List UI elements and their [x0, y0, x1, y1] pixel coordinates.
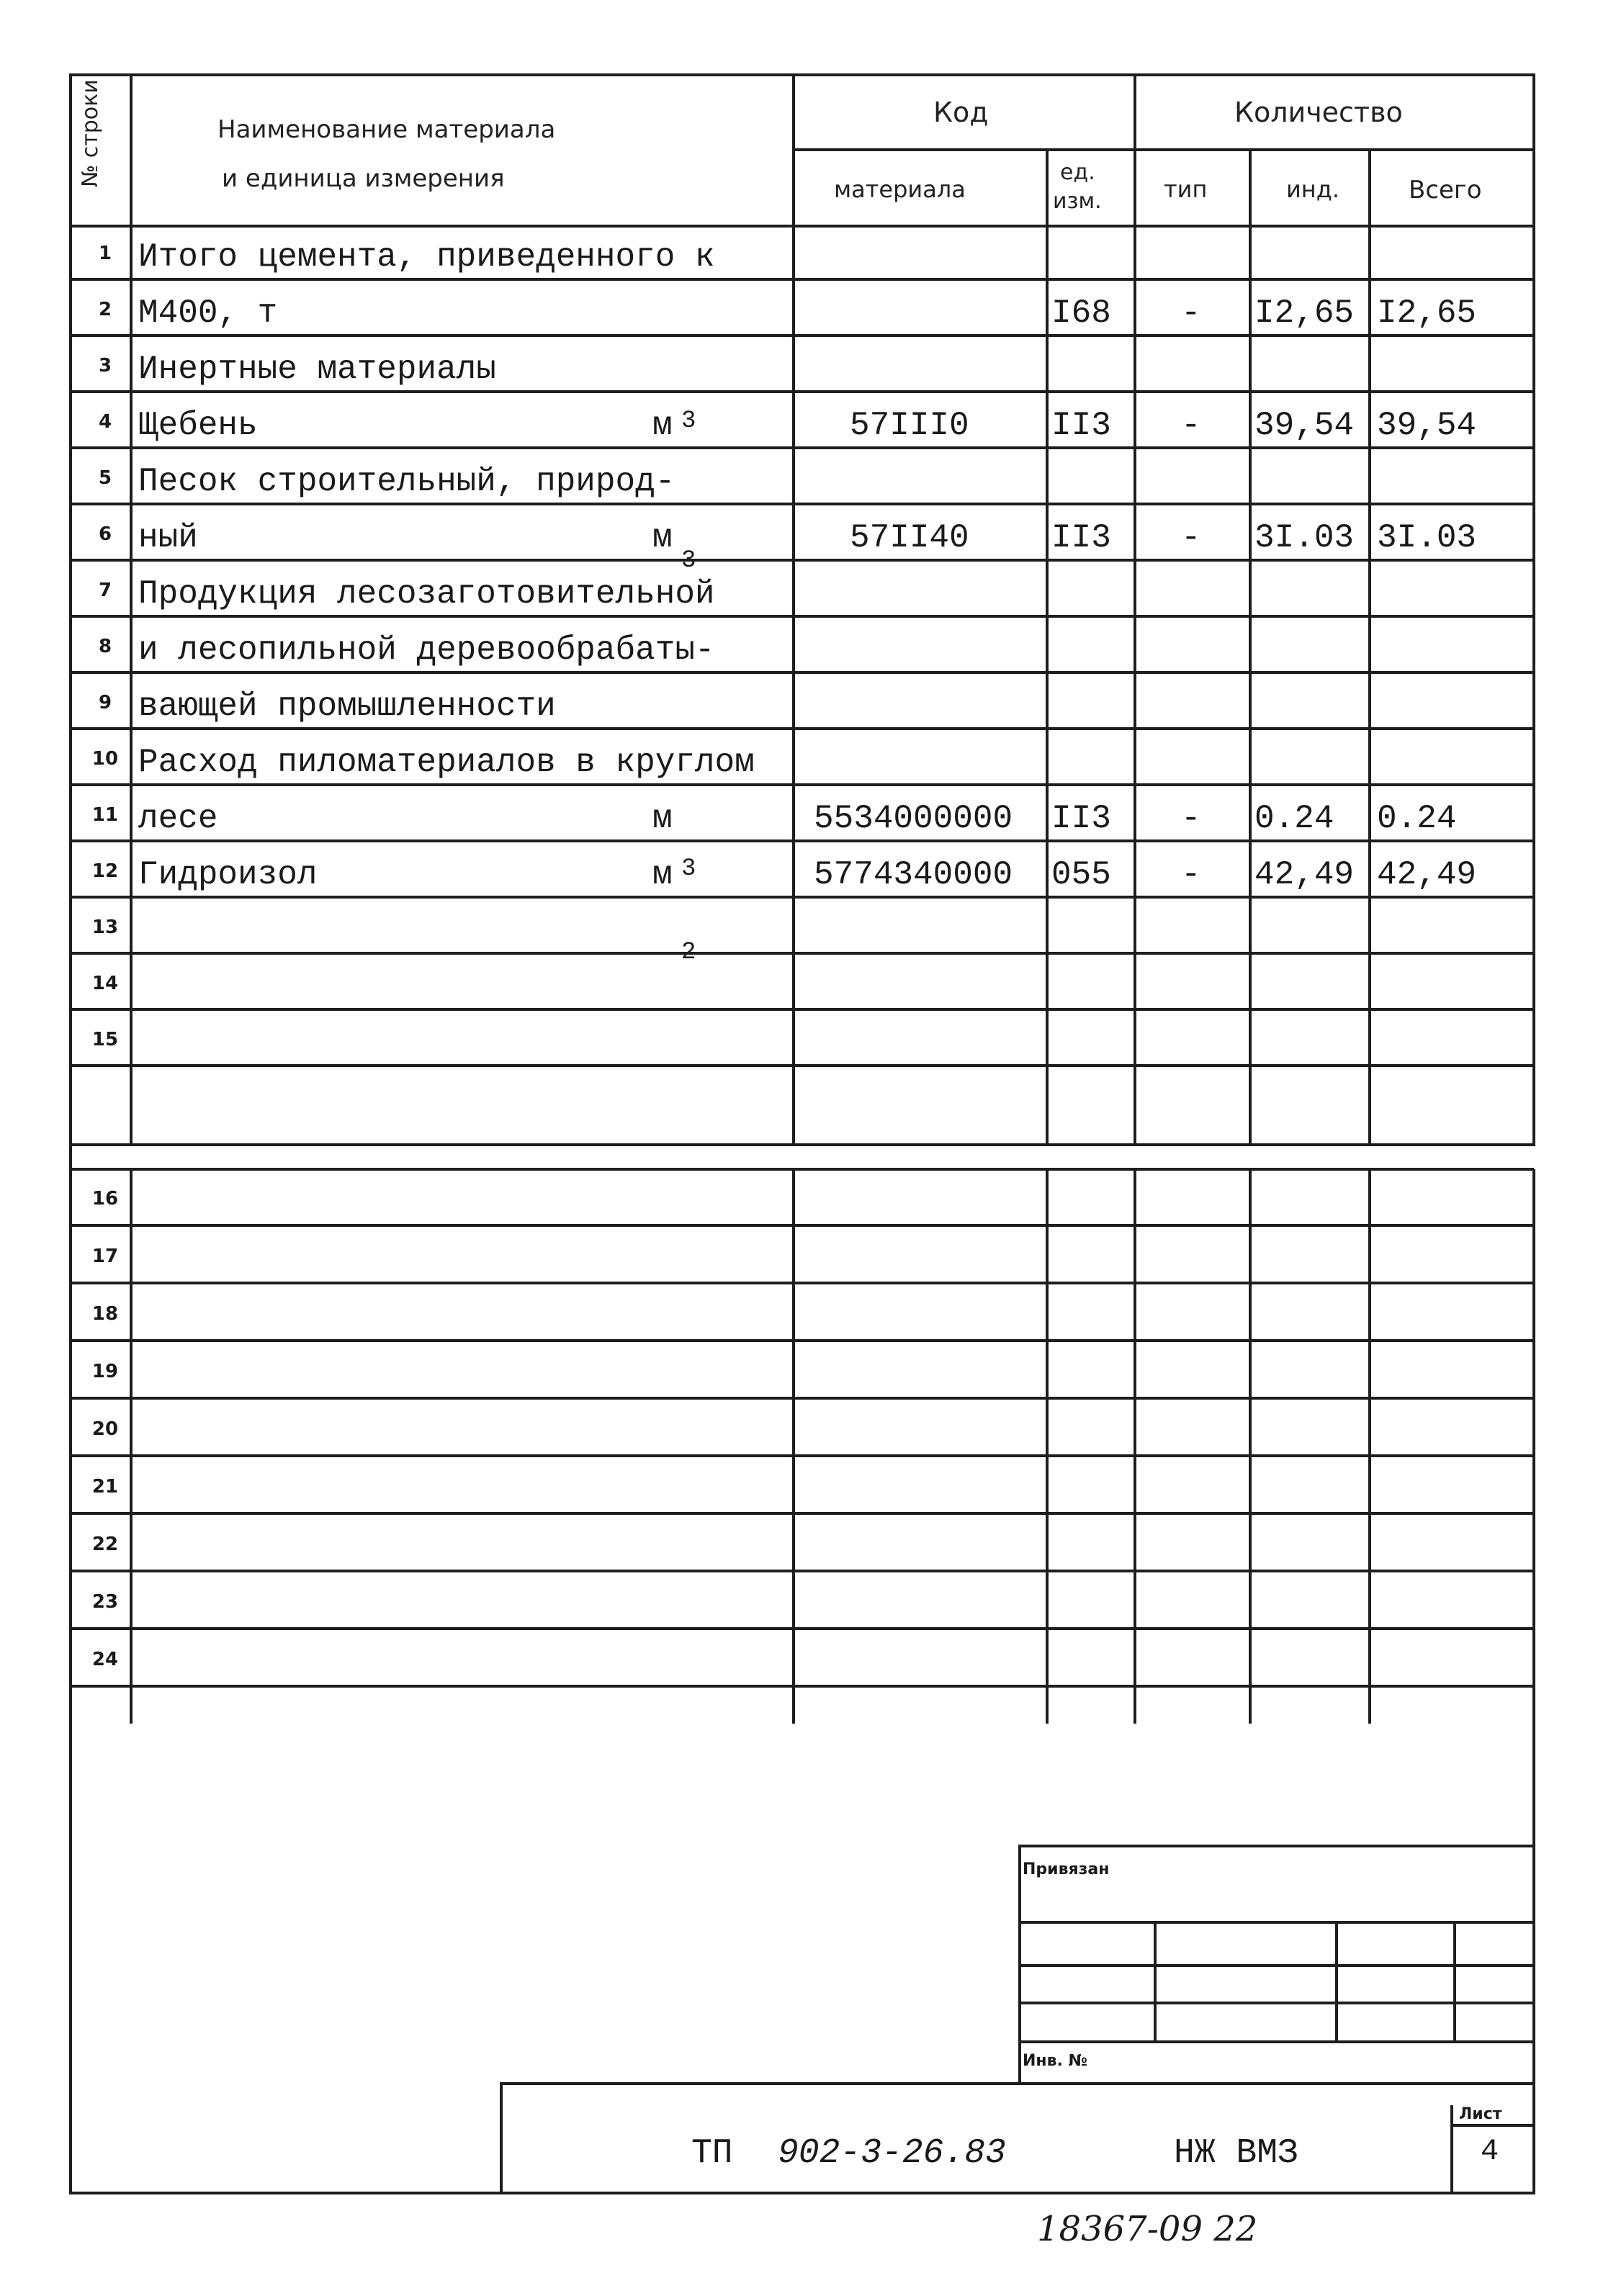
material-name: M400, т	[138, 294, 278, 332]
quantity-ind: 0.24	[1254, 800, 1334, 837]
row-number: 8	[98, 636, 112, 657]
archive-number: 18367-09 22	[1037, 2209, 1258, 2249]
header-sub-line	[794, 148, 1532, 151]
col-line-type	[1249, 148, 1252, 1146]
row-divider	[71, 615, 1534, 618]
row-number: 16	[91, 1188, 119, 1210]
row-divider	[71, 503, 1534, 505]
row-number: 7	[98, 580, 112, 601]
quantity-type: -	[1181, 407, 1201, 444]
stamp-line-1	[1018, 1921, 1534, 1924]
row-divider	[71, 1570, 1534, 1572]
material-code: 5534000000	[814, 800, 1013, 837]
header-unit-2: изм.	[1053, 189, 1102, 214]
doc-prefix: ТП	[691, 2134, 733, 2173]
unit-symbol: м	[652, 856, 673, 893]
stamp-top-line	[1018, 1845, 1534, 1847]
row-divider	[71, 1627, 1534, 1630]
unit-exponent: 3	[681, 855, 696, 883]
row-number: 9	[98, 692, 112, 713]
row-divider	[71, 1512, 1534, 1515]
header-row-number: № строки	[78, 79, 103, 187]
material-name: Инертные материалы	[138, 351, 496, 388]
row-number: 1	[98, 243, 112, 264]
unit-symbol: м	[652, 800, 673, 837]
row-number: 6	[98, 523, 112, 545]
quantity-total: 42,49	[1377, 856, 1477, 893]
sheet-number: 4	[1481, 2134, 1499, 2169]
stamp-line-2	[1018, 1964, 1534, 1967]
material-name: лесе	[138, 800, 218, 837]
material-name: Продукция лесозаготовительной	[138, 575, 715, 613]
section-break-top	[71, 1143, 1534, 1146]
sheet-cell-divider	[1450, 2124, 1534, 2127]
col-line-code	[1046, 148, 1049, 1146]
row-number: 19	[91, 1361, 119, 1382]
stamp-left-line	[1018, 1845, 1021, 2082]
col-line-name-lower	[792, 1169, 795, 1724]
row-divider	[71, 671, 1534, 674]
quantity-type: -	[1181, 800, 1201, 837]
row-number: 13	[91, 917, 119, 938]
doc-number: 902-3-26.83	[778, 2134, 1006, 2173]
stamp-line-3	[1018, 2002, 1534, 2004]
col-line-ind-lower	[1368, 1169, 1371, 1724]
col-line-rownum	[130, 73, 133, 1146]
row-divider	[71, 727, 1534, 730]
row-number: 10	[91, 748, 119, 770]
header-name-line1: Наименование материала	[217, 115, 556, 144]
stamp-col-3	[1453, 1921, 1456, 2040]
section-break-bottom	[71, 1168, 1534, 1171]
col-line-name	[792, 73, 795, 1146]
header-name-line2: и единица измерения	[222, 164, 505, 193]
quantity-type: -	[1181, 856, 1201, 893]
row-number: 20	[91, 1418, 119, 1440]
row-divider	[71, 1685, 1534, 1688]
table-top-border	[71, 73, 1535, 76]
material-name: Гидроизол	[138, 856, 318, 893]
row-divider	[71, 1454, 1534, 1457]
quantity-type: -	[1181, 519, 1201, 557]
header-quantity: Количество	[1234, 96, 1403, 128]
sheet-cell-left-line	[1450, 2105, 1453, 2192]
row-number: 23	[91, 1591, 119, 1613]
header-ind: инд.	[1286, 176, 1340, 203]
unit-symbol: м	[652, 519, 673, 557]
row-divider	[71, 334, 1534, 337]
row-divider	[71, 952, 1534, 955]
row-number: 12	[91, 860, 119, 882]
header-code-material: материала	[834, 176, 966, 203]
row-divider	[71, 1397, 1534, 1400]
quantity-ind: 3I.03	[1254, 519, 1355, 557]
row-divider	[71, 446, 1534, 449]
title-block-left-line	[500, 2082, 503, 2194]
row-divider	[71, 1008, 1534, 1011]
row-number: 11	[91, 804, 119, 826]
header-total: Всего	[1409, 176, 1482, 204]
unit-exponent: 3	[681, 547, 696, 575]
stamp-inv-no: Инв. №	[1023, 2052, 1088, 2070]
row-divider	[71, 839, 1534, 842]
unit-code: I68	[1051, 294, 1111, 332]
quantity-type: -	[1181, 294, 1201, 332]
stamp-col-1	[1154, 1921, 1157, 2040]
col-line-unit	[1134, 73, 1136, 1146]
unit-code: II3	[1051, 407, 1111, 444]
row-divider	[71, 1064, 1534, 1067]
col-line-unit-lower	[1134, 1169, 1136, 1724]
row-divider	[71, 896, 1534, 899]
col-line-ind	[1368, 148, 1371, 1146]
material-name: Расход пиломатериалов в круглом	[138, 744, 755, 781]
row-divider	[71, 390, 1534, 393]
material-code: 57II40	[850, 519, 969, 557]
row-number: 5	[98, 467, 112, 489]
material-code: 57III0	[850, 407, 969, 444]
quantity-ind: 42,49	[1254, 856, 1355, 893]
material-name: и лесопильной деревообрабаты-	[138, 631, 715, 669]
title-block-top-line	[501, 2082, 1534, 2085]
header-type: тип	[1164, 176, 1208, 203]
header-bottom-line	[71, 225, 1534, 228]
quantity-ind: I2,65	[1254, 294, 1355, 332]
col-line-code-lower	[1046, 1169, 1049, 1724]
sheet-label: Лист	[1459, 2105, 1502, 2123]
row-divider	[71, 1282, 1534, 1284]
row-number: 17	[91, 1246, 119, 1267]
unit-code: 055	[1051, 856, 1111, 893]
material-name: вающей промышленности	[138, 688, 556, 725]
row-number: 21	[91, 1476, 119, 1498]
col-line-rownum-lower	[130, 1169, 133, 1724]
row-number: 24	[91, 1649, 119, 1670]
material-name: Песок строительный, природ-	[138, 463, 675, 500]
material-name: ный	[138, 519, 198, 557]
material-name: Щебень	[138, 407, 258, 444]
row-divider	[71, 1224, 1534, 1227]
stamp-privyazan: Привязан	[1023, 1860, 1110, 1878]
unit-exponent: 3	[681, 408, 696, 435]
header-code: Код	[933, 96, 989, 128]
row-number: 4	[98, 411, 112, 433]
material-code: 5774340000	[814, 856, 1013, 893]
quantity-ind: 39,54	[1254, 407, 1355, 444]
row-number: 3	[98, 355, 112, 377]
quantity-total: 0.24	[1377, 800, 1457, 837]
row-number: 18	[91, 1303, 119, 1325]
unit-symbol: м	[652, 407, 673, 444]
header-unit-1: ед.	[1060, 160, 1095, 185]
stamp-col-2	[1335, 1921, 1338, 2040]
row-number: 22	[91, 1534, 119, 1555]
col-line-type-lower	[1249, 1169, 1252, 1724]
row-number: 15	[91, 1029, 119, 1050]
table-right-border	[1532, 73, 1535, 1146]
unit-code: II3	[1051, 519, 1111, 557]
unit-code: II3	[1051, 800, 1111, 837]
material-name: Итого цемента, приведенного к	[138, 238, 715, 276]
row-divider	[71, 783, 1534, 786]
row-divider	[71, 278, 1534, 281]
quantity-total: I2,65	[1377, 294, 1477, 332]
doc-section: НЖ ВМЗ	[1174, 2134, 1298, 2173]
quantity-total: 3I.03	[1377, 519, 1477, 557]
row-divider	[71, 1339, 1534, 1342]
quantity-total: 39,54	[1377, 407, 1477, 444]
frame-bottom-line	[69, 2192, 1535, 2194]
row-number: 2	[98, 299, 112, 320]
row-number: 14	[91, 973, 119, 994]
stamp-line-4	[1018, 2040, 1534, 2043]
